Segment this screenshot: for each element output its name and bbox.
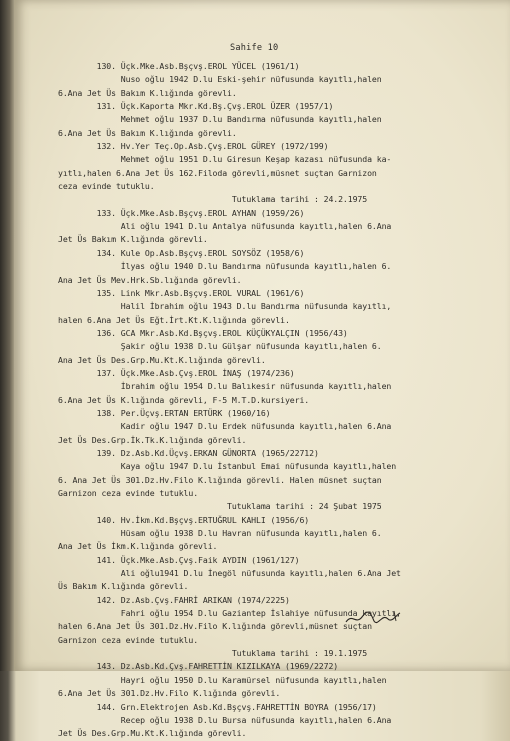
document-line: yıtlı,halen 6.Ana Jet Üs 162.Filoda görevli,müsnet suçtan Garnizon	[58, 167, 377, 178]
document-line: 6.Ana Jet Üs Bakım K.lığında görevli.	[58, 127, 237, 138]
document-line: Ali oğlu1941 D.lu İnegöl nüfusunda kayıtlı,halen 6.Ana Jet	[58, 568, 401, 579]
document-line: halen 6.Ana Jet Üs Eğt.İrt.Kt.K.lığında görevli.	[58, 314, 290, 325]
document-line: Ali oğlu 1941 D.lu Antalya nüfusunda kayıtlı,halen 6.Ana	[58, 221, 392, 232]
page-number-header: Sahife 10	[230, 43, 279, 53]
document-line: 134. Kule Op.Asb.Bşçvş.EROL SOYSÖZ (1958/6)	[58, 247, 305, 258]
document-line: 141. Üçk.Mke.Asb.Çvş.Faik AYDIN (1961/127)	[58, 554, 300, 565]
document-body	[58, 60, 498, 741]
document-line: Ana Jet Üs Des.Grp.Mu.Kt.K.lığında görevli.	[58, 354, 266, 365]
document-line: ceza evinde tutuklu.	[58, 181, 155, 192]
document-line: Üs Bakım K.lığında görevli.	[58, 581, 189, 592]
document-line: 6.Ana Jet Üs Bakım K.lığında görevli.	[58, 87, 237, 98]
document-line: 135. Link Mkr.Asb.Bşçvş.EROL VURAL (1961/6)	[58, 287, 305, 298]
document-line: Fahri oğlu 1954 D.lu Gaziantep İslahiye nüfusunda kayıtlı,	[58, 608, 401, 619]
document-line: Nuso oğlu 1942 D.lu Eski-şehir nüfusunda kayıtlı,halen	[58, 74, 382, 85]
document-line: Hüsam oğlu 1938 D.lu Havran nüfusunda kayıtlı,halen 6.	[58, 528, 382, 539]
binding-shadow	[0, 0, 14, 671]
document-line: İbrahim oğlu 1954 D.lu Balıkesir nüfusunda kayıtlı,halen	[58, 381, 392, 392]
signature-mark	[344, 607, 404, 629]
document-line: Tutuklama tarihi : 19.1.1975	[58, 648, 368, 659]
document-line: 6. Ana Jet Üs 301.Dz.Hv.Filo K.lığında görevli. Halen müsnet suçtan	[58, 474, 382, 485]
document-line: Garnizon ceza evinde tutuklu.	[58, 634, 199, 645]
document-line: halen 6.Ana Jet Üs 301.Dz.Hv.Filo K.lığında görevli,müsnet suçtan	[58, 621, 372, 632]
document-line: Ana Jet Üs İkm.K.lığında görevli.	[58, 541, 218, 552]
document-line: Garnizon ceza evinde tutuklu.	[58, 488, 199, 498]
document-line: 132. Hv.Yer Teç.Op.Asb.Çvş.EROL GÜREY (1972/199)	[58, 141, 329, 152]
document-line: 130. Üçk.Mke.Asb.Bşçvş.EROL YÜCEL (1961/1)	[58, 61, 300, 71]
document-line: Jet Üs Bakım K.lığında görevli.	[58, 234, 208, 245]
document-line: 138. Per.Üçvş.ERTAN ERTÜRK (1960/16)	[58, 407, 271, 418]
document-line: 140. Hv.İkm.Kd.Bşçvş.ERTUĞRUL KAHLI (1956/6)	[58, 514, 310, 525]
document-line: 137. Üçk.Mke.Asb.Çvş.EROL İNAŞ (1974/236)	[58, 367, 295, 378]
document-line: İlyas oğlu 1940 D.lu Bandırma nüfusunda kayıtlı,halen 6.	[58, 261, 392, 272]
document-line: Tutuklama tarihi : 24.2.1975	[58, 194, 368, 205]
document-line: Hayri oğlu 1950 D.lu Karamürsel nüfusunda kayıtlı,halen	[58, 674, 387, 685]
document-line: 144. Grn.Elektrojen Asb.Kd.Bşçvş.FAHRETTİN BOYRA (1956/17)	[58, 701, 377, 712]
document-line: Tutuklama tarihi : 24 Şubat 1975	[58, 501, 382, 512]
document-line: Recep oğlu 1938 D.lu Bursa nüfusunda kayıtlı,halen 6.Ana	[58, 714, 392, 725]
document-line: 6.Ana Jet Üs 301.Dz.Hv.Filo K.lığında görevli.	[58, 688, 281, 699]
document-line: 142. Dz.Asb.Çvş.FAHRİ ARIKAN (1974/2225)	[58, 594, 290, 605]
document-line: Jet Üs Des.Grp.İk.Tk.K.lığında görevli.	[58, 434, 247, 445]
document-line: 131. Üçk.Kaporta Mkr.Kd.Bş.Çvş.EROL ÜZER (1957/1)	[58, 101, 334, 112]
document-line: Mehmet oğlu 1937 D.lu Bandırma nüfusunda kayıtlı,halen	[58, 114, 382, 125]
document-line: 133. Üçk.Mke.Asb.Bşçvş.EROL AYHAN (1959/26)	[58, 207, 305, 218]
document-line: Ana Jet Üs Mev.Hrk.Sb.lığında görevli.	[58, 274, 242, 285]
document-line: Kaya oğlu 1947 D.lu İstanbul Emai nüfusunda kayıtlı,halen	[58, 461, 397, 472]
document-line: 6.Ana Jet Üs K.lığında görevli, F-5 M.T.D.kursiyeri.	[58, 394, 310, 405]
document-line: 139. Dz.Asb.Kd.Üçvş.ERKAN GÜNORTA (1965/22712)	[58, 447, 319, 458]
document-line: Halil İbrahim oğlu 1943 D.lu Bandırma nüfusunda kayıtlı,	[58, 301, 392, 312]
document-line: 136. GCA Mkr.Asb.Kd.Bşçvş.EROL KÜÇÜKYALÇIN (1956/43)	[58, 327, 348, 338]
document-line: 143. Dz.Asb.Kd.Çvş.FAHRETTİN KIZILKAYA (1969/2272)	[58, 661, 339, 672]
document-line: Jet Üs Des.Grp.Mu.Kt.K.lığında görevli.	[58, 728, 247, 739]
document-line: Şakir oğlu 1938 D.lu Gülşar nüfusunda kayıtlı,halen 6.	[58, 341, 382, 352]
document-line: Mehmet oğlu 1951 D.lu Giresun Keşap kazası nüfusunda ka-	[58, 154, 392, 165]
document-line: Kadir oğlu 1947 D.lu Erdek nüfusunda kayıtlı,halen 6.Ana	[58, 421, 392, 432]
